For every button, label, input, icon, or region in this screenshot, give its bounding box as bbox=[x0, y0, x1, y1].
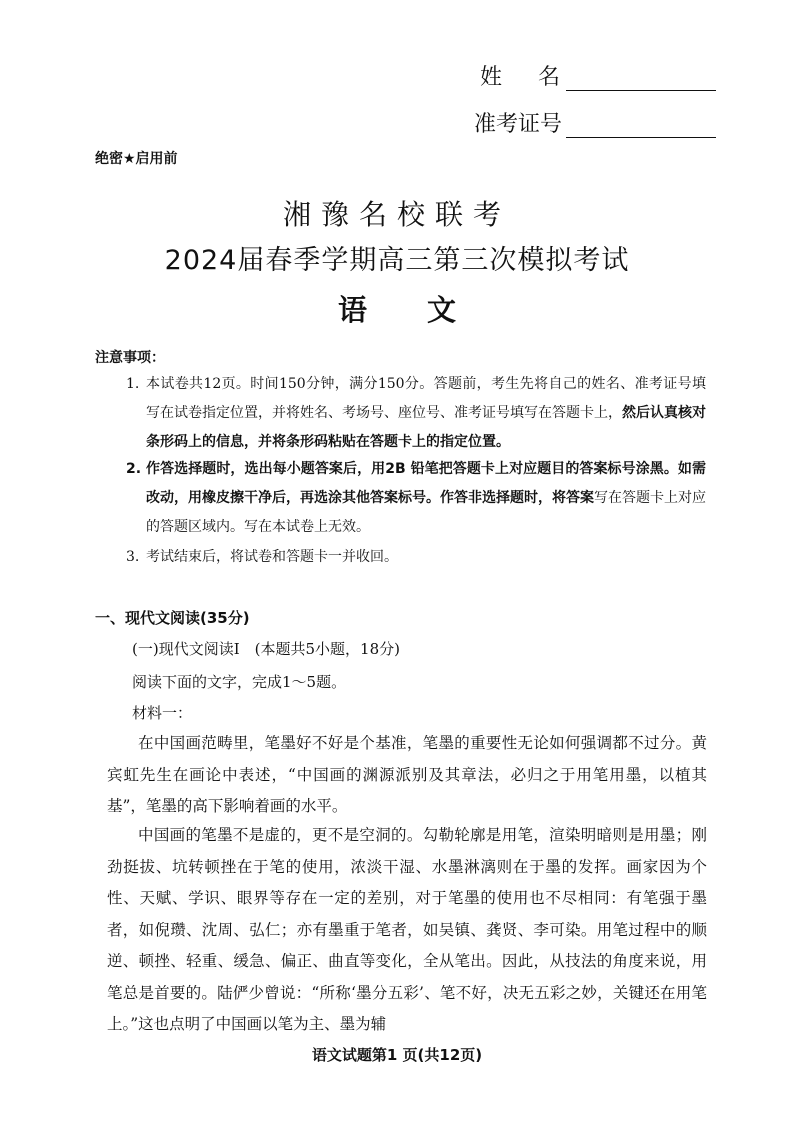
notice-item-number: 1. bbox=[126, 376, 140, 392]
notice-item bbox=[126, 455, 706, 542]
notice-item-bold-text: 然后认真核对条形码上的信息，并将条形码粘贴在答题卡上的指定位置。 bbox=[146, 405, 706, 450]
exam-union-title: 湘豫名校联考 bbox=[282, 198, 511, 231]
exam-id-label: 准考证号 bbox=[473, 112, 562, 137]
exam-id-blank-line[interactable] bbox=[566, 113, 716, 138]
passage-paragraph: 在中国画范畴里，笔墨好不好是个基准，笔墨的重要性无论如何强调都不过分。黄宾虹先生在画论中表述，“中国画的渊源派别及其章法，必归之于用笔用墨，以植其基”，笔墨的高下影响着画的水平。 bbox=[107, 734, 707, 815]
page-footer: 语文试题第1 页(共12页) bbox=[311, 1046, 483, 1064]
notice-item-text: 考试结束后，将试卷和答题卡一并收回。 bbox=[146, 549, 398, 565]
notice-item-number: 2. bbox=[126, 461, 142, 477]
exam-name-title: 2024届春季学期高三第三次模拟考试 bbox=[164, 245, 630, 276]
exam-id-field[interactable] bbox=[474, 107, 716, 138]
notice-item-bold-text: 作答选择题时，选出每小题答案后，用2B 铅笔把答题卡上对应题目的答案标号涂黑。如需改动，用橡皮擦干净后，再选涂其他答案标号。作答非选择题时，将答案 bbox=[146, 461, 706, 506]
subsection-heading: (一)现代文阅读Ⅰ (本题共5小题，18分) bbox=[132, 640, 400, 658]
name-label: 姓名 bbox=[479, 65, 596, 90]
subject-title: 语文 bbox=[337, 293, 516, 327]
notice-item-text: 写在答题卡上对应的答题区域内。写在本试卷上无效。 bbox=[146, 490, 706, 535]
notice-item-text: 本试卷共12页。时间150分钟，满分150分。答题前，考生先将自己的姓名、准考证号填写在试卷指定位置，并将姓名、考场号、座位号、准考证号填写在答题卡上， bbox=[146, 376, 706, 421]
notice-item bbox=[126, 543, 706, 572]
section-heading: 一、现代文阅读(35分) bbox=[95, 609, 250, 627]
name-field[interactable] bbox=[480, 60, 716, 91]
name-blank-line[interactable] bbox=[566, 66, 716, 91]
passage-paragraph: 中国画的笔墨不是虚的，更不是空洞的。勾勒轮廓是用笔，渲染明暗则是用墨；刚劲挺拔、坑转顿挫在于笔的使用，浓淡干湿、水墨淋漓则在于墨的发挥。画家因为个性、天赋、学识、眼界等存在一定的差别，对于笔墨的使用也不尽相同：有笔强于墨者，如倪瓒、沈周、弘仁；亦有墨重于笔者，如吴镇、龚贤、李可染。用笔过程中的顺逆、顿挫、轻重、缓急、偏正、曲直等变化，全从笔出。因此，从技法的角度来说，用笔总是首要的。陆俨少曾说：“所称‘墨分五彩’、笔不好，决无五彩之妙，关键还在用笔上。”这也点明了中国画以笔为主、墨为辅 bbox=[107, 826, 707, 1033]
reading-instruction: 阅读下面的文字，完成1～5题。 bbox=[132, 673, 347, 691]
notice-item-number: 3. bbox=[126, 549, 140, 565]
confidential-label: 绝密★启用前 bbox=[95, 151, 178, 167]
notice-item bbox=[126, 370, 706, 457]
notice-heading: 注意事项： bbox=[95, 350, 165, 366]
material-label: 材料一： bbox=[132, 704, 193, 722]
